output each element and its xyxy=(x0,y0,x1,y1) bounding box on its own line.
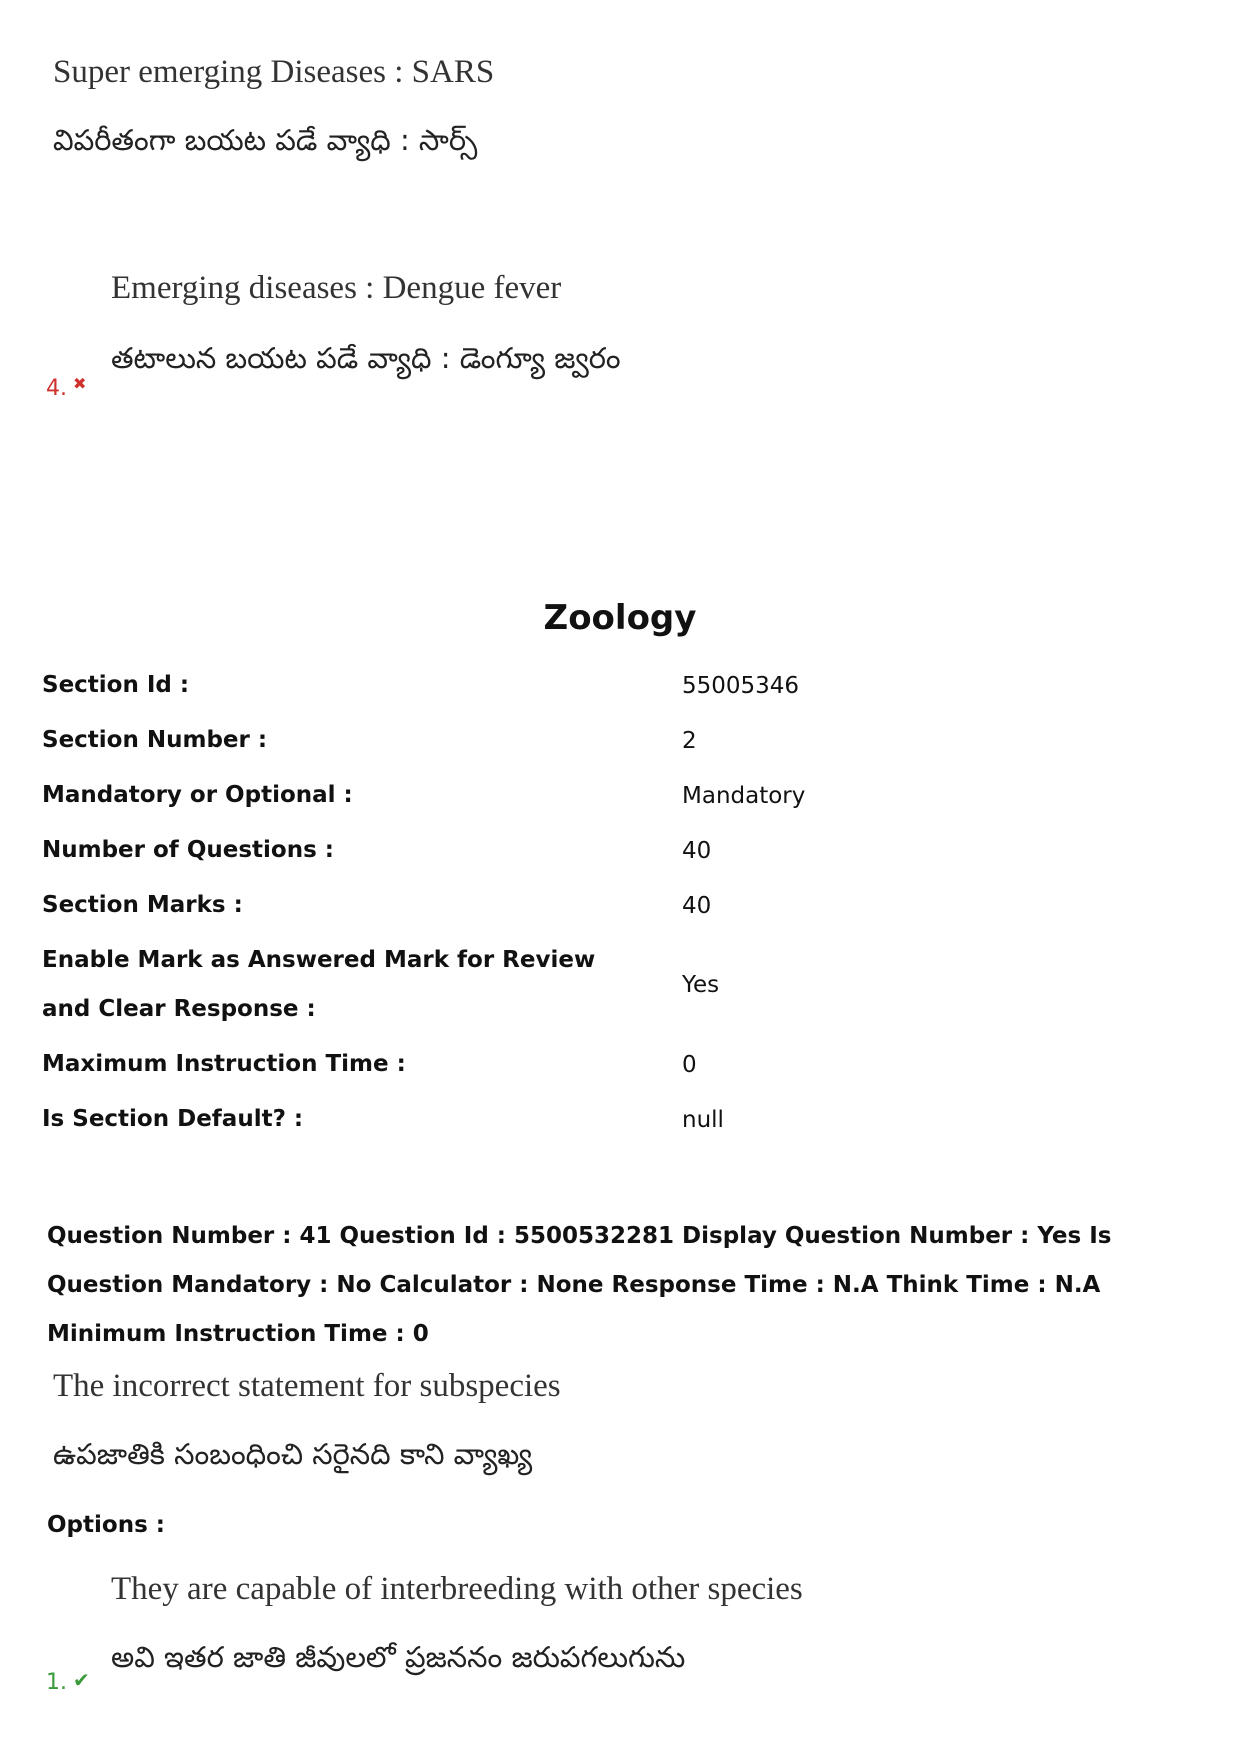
enable-mark-value: Yes xyxy=(682,972,720,998)
mandatory-optional-value: Mandatory xyxy=(682,783,806,809)
max-instruction-time-label: Maximum Instruction Time : xyxy=(42,1051,406,1077)
option-text-english: Super emerging Diseases : SARS xyxy=(53,54,495,90)
options-label: Options : xyxy=(47,1512,165,1538)
option-number-label: 1. xyxy=(46,1670,67,1695)
section-marks-label: Section Marks : xyxy=(42,892,243,918)
section-number-label: Section Number : xyxy=(42,727,268,753)
question-text-english: The incorrect statement for subspecies xyxy=(53,1368,561,1404)
section-title: Zoology xyxy=(543,598,697,638)
option-text-english: They are capable of interbreeding with other species xyxy=(111,1571,803,1607)
section-id-label: Section Id : xyxy=(42,672,190,698)
section-default-label: Is Section Default? : xyxy=(42,1106,304,1132)
option-text-telugu: విపరీతంగా బయట పడే వ్యాధి : సార్స్ xyxy=(53,123,478,157)
max-instruction-time-value: 0 xyxy=(682,1052,697,1078)
cross-icon: ✖ xyxy=(73,374,87,393)
check-icon: ✔ xyxy=(73,1668,90,1692)
option-number-label: 4. xyxy=(46,376,67,401)
option-text-english: Emerging diseases : Dengue fever xyxy=(111,270,562,306)
option-number-4 xyxy=(46,374,87,401)
section-default-value: null xyxy=(682,1107,724,1133)
section-marks-value: 40 xyxy=(682,893,712,919)
enable-mark-label: Enable Mark as Answered Mark for Review and Clear Response : xyxy=(42,947,596,1022)
number-of-questions-label: Number of Questions : xyxy=(42,837,334,863)
option-text-telugu: తటాలున బయట పడే వ్యాధి : డెంగ్యూ జ్వరం xyxy=(111,341,621,375)
question-meta: Question Number : 41 Question Id : 5500532281 Display Question Number : Yes Is Question Mandatory : No Calculator : None Response Time : N.A Think Time : N.A Minimum Instruction Time : 0 xyxy=(47,1223,1112,1347)
number-of-questions-value: 40 xyxy=(682,838,712,864)
option-number-1 xyxy=(46,1668,90,1695)
section-id-value: 55005346 xyxy=(682,673,800,699)
mandatory-optional-label: Mandatory or Optional : xyxy=(42,782,353,808)
option-text-telugu: అవి ఇతర జాతి జీవులలో ప్రజననం జరుపగలుగును xyxy=(111,1640,686,1674)
section-number-value: 2 xyxy=(682,728,697,754)
question-text-telugu: ఉపజాతికి సంబంధించి సరైనది కాని వ్యాఖ్య xyxy=(53,1437,533,1471)
